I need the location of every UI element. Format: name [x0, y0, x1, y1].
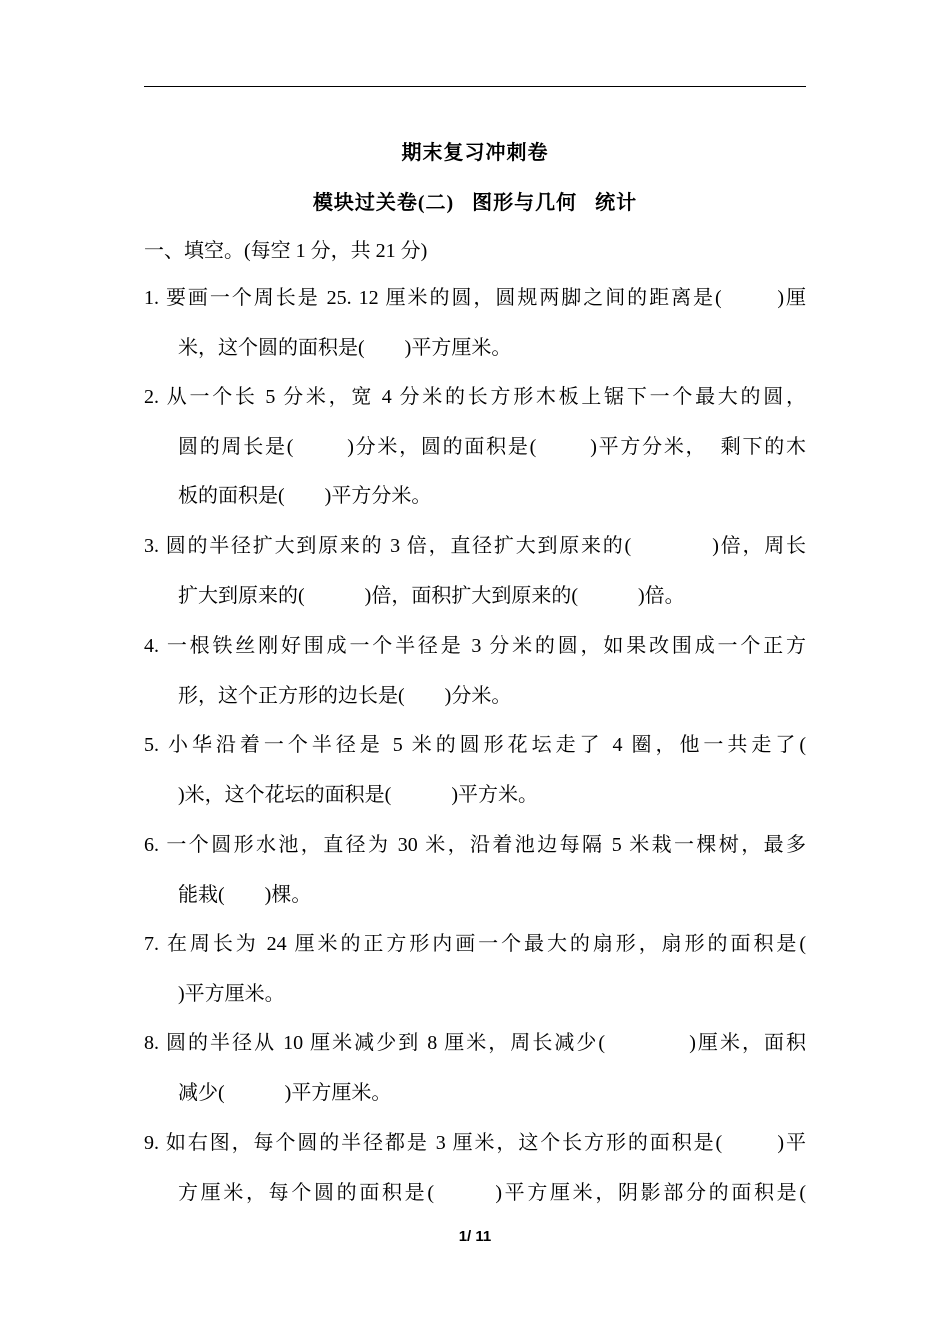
page-number: 1/ 11 [458, 1228, 492, 1245]
question-line: 减少( )平方厘米。 [178, 1082, 392, 1104]
header-rule [144, 86, 806, 87]
question-line: )米，这个花坛的面积是( )平方米。 [178, 784, 538, 806]
question-line: 方厘米，每个圆的面积是( )平方厘米，阴影部分的面积是( [178, 1182, 806, 1204]
question-line: 8. 圆的半径从 10 厘米减少到 8 厘米，周长减少( )厘米，面积 [144, 1032, 806, 1054]
section-heading: 一、填空。(每空 1 分，共 21 分) [144, 240, 428, 262]
page-subtitle: 模块过关卷(二) 图形与几何 统计 [312, 192, 638, 214]
question-line: 6. 一个圆形水池，直径为 30 米，沿着池边每隔 5 米栽一棵树，最多 [144, 834, 806, 856]
question-line: 形，这个正方形的边长是( )分米。 [178, 685, 512, 707]
question-line: 3. 圆的半径扩大到原来的 3 倍，直径扩大到原来的( )倍，周长 [144, 535, 806, 557]
question-line: 2. 从一个长 5 分米，宽 4 分米的长方形木板上锯下一个最大的圆， [144, 386, 806, 408]
question-line: 板的面积是( )平方分米。 [178, 485, 432, 507]
question-line: 米，这个圆的面积是( )平方厘米。 [178, 337, 512, 359]
question-line: 扩大到原来的( )倍，面积扩大到原来的( )倍。 [178, 585, 685, 607]
question-line: 1. 要画一个周长是 25. 12 厘米的圆，圆规两脚之间的距离是( )厘 [144, 287, 806, 309]
page-title: 期末复习冲刺卷 [401, 142, 549, 164]
question-line: 能栽( )棵。 [178, 884, 312, 906]
question-line: 圆的周长是( )分米，圆的面积是( )平方分米， 剩下的木 [178, 436, 806, 458]
question-line: 9. 如右图，每个圆的半径都是 3 厘米，这个长方形的面积是( )平 [144, 1132, 806, 1154]
question-line: 7. 在周长为 24 厘米的正方形内画一个最大的扇形，扇形的面积是( [144, 933, 806, 955]
question-line: )平方厘米。 [178, 983, 285, 1005]
question-line: 5. 小华沿着一个半径是 5 米的圆形花坛走了 4 圈，他一共走了( [144, 734, 806, 756]
question-line: 4. 一根铁丝刚好围成一个半径是 3 分米的圆，如果改围成一个正方 [144, 635, 806, 657]
